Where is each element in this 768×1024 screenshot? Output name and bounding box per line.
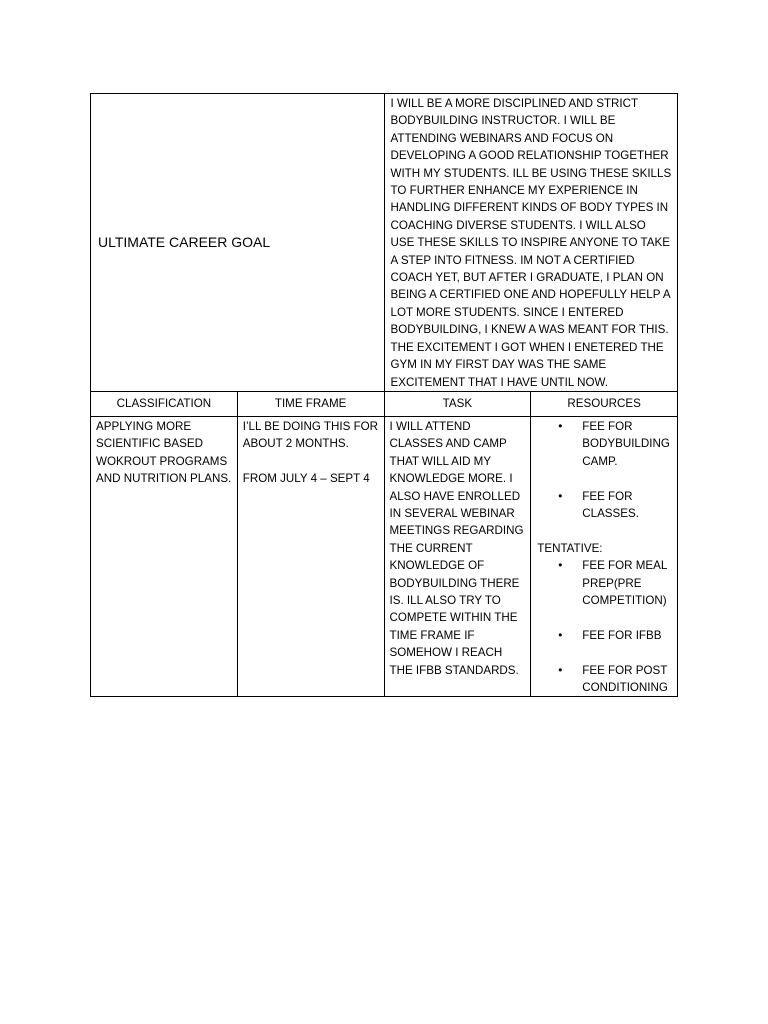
header-row	[91, 392, 678, 417]
header-resources: RESOURCES	[531, 392, 678, 417]
bullet-icon: •	[558, 663, 563, 677]
table-row	[91, 417, 678, 697]
bullet-icon: •	[558, 628, 563, 642]
goal-row	[91, 94, 678, 392]
classification-cell: APPLYING MORE SCIENTIFIC BASED WOKROUT PROGRAMS AND NUTRITION PLANS.	[91, 417, 238, 697]
tentative-resources-list	[536, 557, 672, 696]
resources-cell	[531, 417, 678, 697]
resources-list	[536, 418, 672, 522]
goal-text: I WILL BE A MORE DISCIPLINED AND STRICT BODYBUILDING INSTRUCTOR. I WILL BE ATTENDING WEBINARS AND FOCUS ON DEVELOPING A GOOD RELATIONSHIP TOGETHER WITH MY STUDENTS. ILL BE USING THESE SKILLS TO FURTHER ENHANCE MY EXPERIENCE IN HANDLING DIFFERENT KINDS OF BODY TYPES IN COACHING DIVERSE STUDENTS. I WILL ALSO USE THESE SKILLS TO INSPIRE ANYONE TO TAKE A STEP INTO FITNESS. IM NOT A CERTIFIED COACH YET, BUT AFTER I GRADUATE, I PLAN ON BEING A CERTIFIED ONE AND HOPEFULLY HELP A LOT MORE STUDENTS. SINCE I ENTERED BODYBUILDING, I KNEW A WAS MEANT FOR THIS. THE EXCITEMENT I GOT WHEN I ENETERED THE GYM IN MY FIRST DAY WAS THE SAME EXCITEMENT THAT I HAVE UNTIL NOW.	[384, 94, 678, 392]
list-item: • FEE FOR IFBB	[536, 627, 672, 644]
bullet-icon: •	[558, 489, 563, 503]
list-item: • FEE FOR MEAL PREP(PRE COMPETITION)	[558, 559, 667, 608]
career-plan-table	[90, 93, 678, 697]
header-task: TASK	[384, 392, 531, 417]
bullet-icon: •	[558, 559, 563, 573]
header-time-frame: TIME FRAME	[237, 392, 384, 417]
goal-label: ULTIMATE CAREER GOAL	[91, 94, 385, 392]
time-frame-dates: FROM JULY 4 – SEPT 4	[242, 472, 370, 486]
list-item: • FEE FOR BODYBUILDING CAMP.	[558, 420, 670, 468]
task-cell: I WILL ATTEND CLASSES AND CAMP THAT WILL AID MY KNOWLEDGE MORE. I ALSO HAVE ENROLLED IN SEVERAL WEBINAR MEETINGS REGARDING THE CURRENT KNOWLEDGE OF BODYBUILDING THERE IS. ILL ALSO TRY TO COMPETE WITHIN THE TIME FRAME IF SOMEHOW I REACH THE IFBB STANDARDS.	[384, 417, 531, 697]
list-item: • FEE FOR CLASSES.	[558, 489, 639, 521]
list-item: • FEE FOR POST CONDITIONING	[558, 663, 668, 695]
time-frame-duration: I’LL BE DOING THIS FOR ABOUT 2 MONTHS.	[242, 420, 379, 451]
header-classification: CLASSIFICATION	[91, 392, 238, 417]
bullet-icon: •	[558, 420, 563, 433]
tentative-label: TENTATIVE:	[537, 541, 603, 555]
time-frame-cell	[237, 417, 384, 697]
